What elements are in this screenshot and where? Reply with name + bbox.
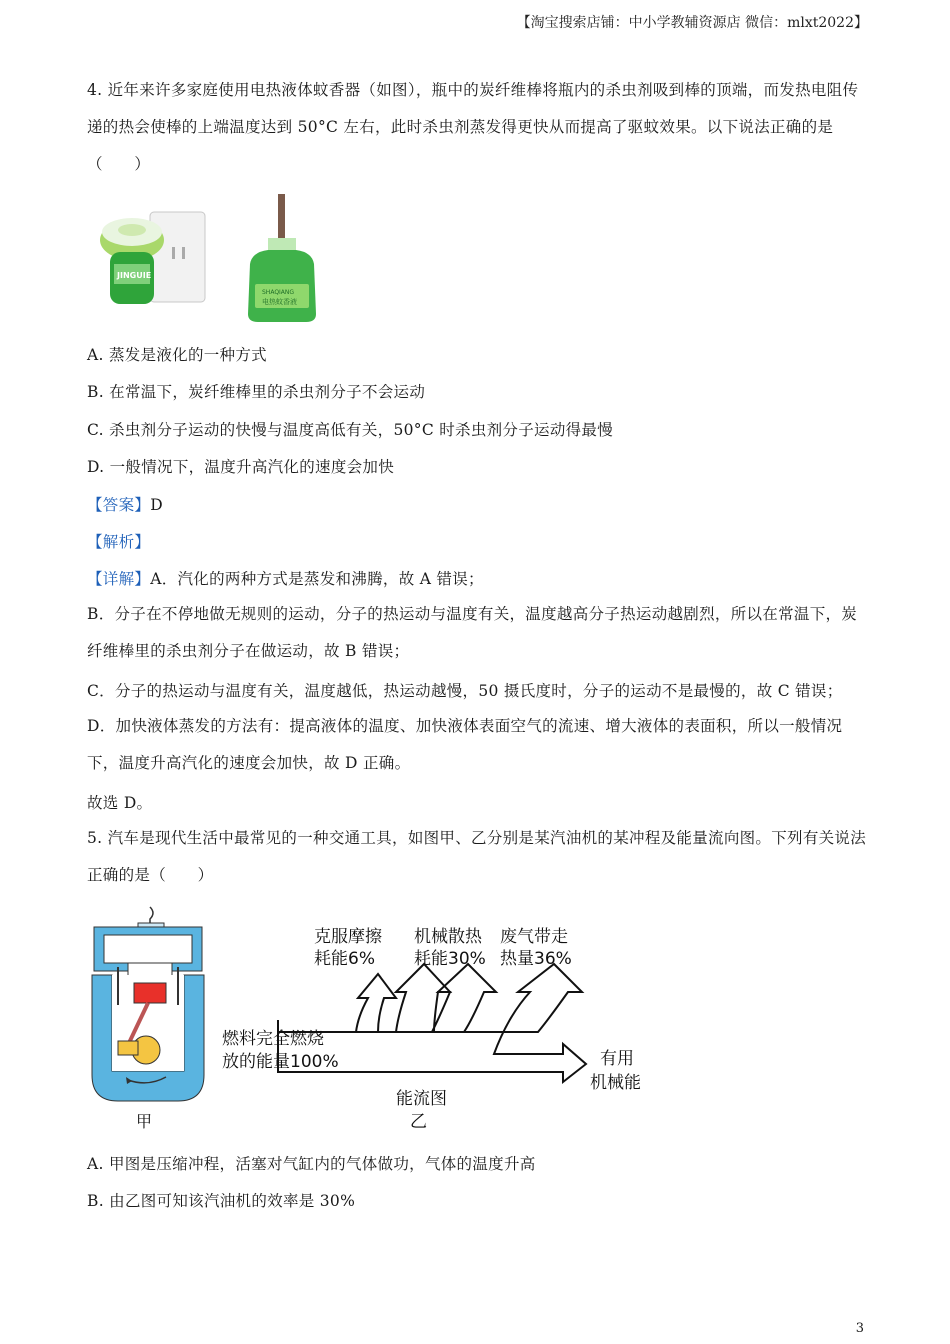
fig-jia-label: 甲: [136, 1112, 153, 1131]
useful-label-1: 有用: [600, 1049, 634, 1069]
q4-answer: [87, 493, 163, 515]
page-number: 3: [855, 1321, 864, 1336]
exhaust-label-1: 废气带走: [500, 927, 568, 947]
engine-diagram: [88, 905, 208, 1135]
detail-a-text: A．汽化的两种方式是蒸发和沸腾，故 A 错误；: [150, 570, 484, 588]
mosquito-bottle-image: [248, 194, 316, 322]
q4-option-c: C. 杀虫剂分子运动的快慢与温度高低有关，50°C 时杀虫剂分子运动得最慢: [87, 421, 614, 439]
mosquito-device-image: [100, 212, 205, 304]
fig-yi-label: 乙: [410, 1112, 427, 1132]
exhaust-label-2: 热量36%: [500, 949, 572, 969]
page-header: 【淘宝搜索店铺：中小学教辅资源店 微信：mlxt2022】: [516, 15, 868, 31]
source-label-2: 放的能量100%: [222, 1052, 339, 1072]
friction-label-1: 克服摩擦: [314, 927, 382, 947]
answer-tag: 【答案】: [87, 496, 151, 514]
flow-caption: 能流图: [396, 1089, 447, 1109]
q4-detail-d: D．加快液体蒸发的方法有：提高液体的温度、加快液体表面空气的流速、增大液体的表面积，所以一般情况下，温度升高汽化的速度会加快，故 D 正确。: [87, 717, 843, 772]
q5-stem: 5. 汽车是现代生活中最常见的一种交通工具，如图甲、乙分别是某汽油机的某冲程及能量流向图。下列有关说法正确的是（ ）: [87, 829, 867, 884]
q4-conclusion: 故选 D。: [87, 794, 153, 812]
heat-label-1: 机械散热: [414, 927, 482, 947]
heat-label-2: 耗能30%: [414, 949, 486, 969]
source-label-1: 燃料完全燃烧: [222, 1029, 324, 1049]
detail-tag: 【详解】: [87, 570, 151, 588]
q4-option-b: B. 在常温下，炭纤维棒里的杀虫剂分子不会运动: [87, 383, 426, 401]
bottle-brand: SHAQIANG: [262, 289, 295, 296]
q4-option-d: D. 一般情况下，温度升高汽化的速度会加快: [87, 458, 395, 476]
answer-value: D: [150, 496, 163, 514]
q4-detail-c: C．分子的热运动与温度有关，温度越低，热运动越慢，50 摄氏度时，分子的运动不是最慢的，故 C 错误；: [87, 682, 843, 700]
device-label: JINGUIE: [117, 271, 152, 280]
q4-stem: 4. 近年来许多家庭使用电热液体蚊香器（如图），瓶中的炭纤维棒将瓶内的杀虫剂吸到棒的顶端，而发热电阻传递的热会使棒的上端温度达到 50°C 左右，此时杀虫剂蒸发得更快从而提高了驱蚊效果。以下说法正确的是（ ）: [87, 81, 859, 173]
useful-label-2: 机械能: [590, 1073, 641, 1093]
q5-option-a: A. 甲图是压缩冲程，活塞对气缸内的气体做功，气体的温度升高: [87, 1155, 536, 1173]
q4-option-a: A. 蒸发是液化的一种方式: [87, 346, 267, 364]
q4-figure: [92, 192, 332, 327]
friction-label-2: 耗能6%: [314, 949, 375, 969]
bottle-label: 电热蚊香液: [262, 298, 297, 306]
q4-detail-b: B．分子在不停地做无规则的运动，分子的热运动与温度有关，温度越高分子热运动越剧烈，所以在常温下，炭纤维棒里的杀虫剂分子在做运动，故 B 错误；: [87, 605, 858, 660]
q5-option-b: B. 由乙图可知该汽油机的效率是 30%: [87, 1192, 356, 1210]
q4-detail-a: [87, 567, 484, 589]
analysis-tag: 【解析】: [87, 533, 151, 551]
energy-flow-diagram: [218, 920, 658, 1135]
